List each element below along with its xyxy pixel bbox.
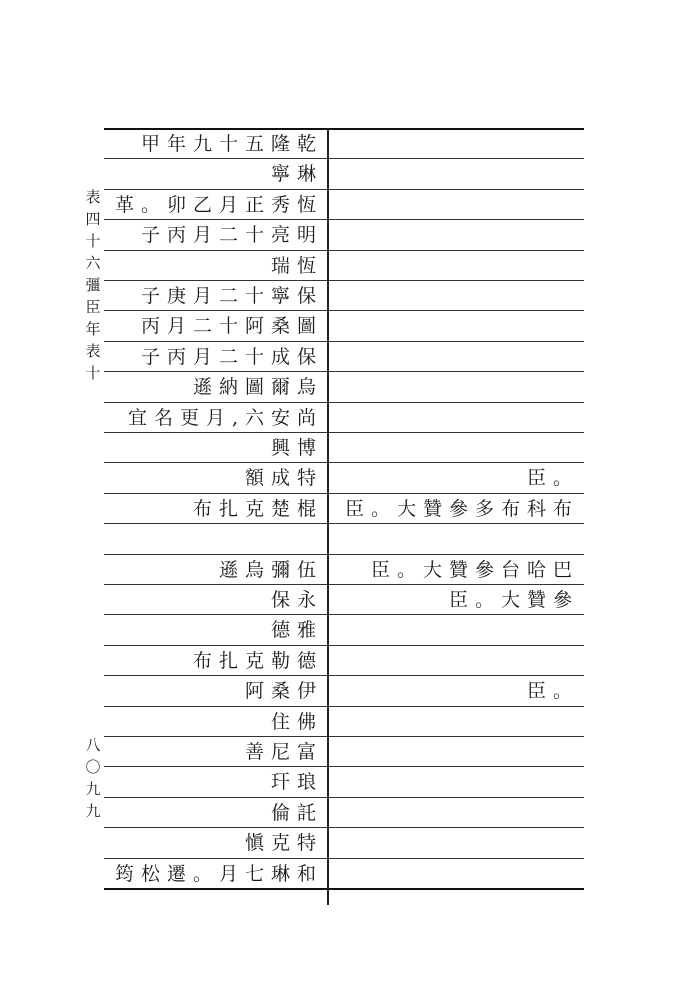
row-left-cell: 玕琅	[270, 771, 323, 794]
row-rule	[104, 827, 584, 828]
row-left-cell: 布扎克楚棍	[192, 497, 323, 520]
row-left-cell: 遜納圖爾烏	[192, 376, 323, 399]
margin-title: 表四十六 彊臣年表十	[85, 188, 116, 382]
row-right-cell: 臣。大贊參台哈巴	[370, 558, 579, 581]
row-left-cell: 遜烏彌伍	[218, 558, 323, 581]
page-number: 八〇九九	[85, 736, 101, 820]
row-left-cell: 布扎克勒德	[192, 649, 323, 672]
row-rule	[104, 462, 584, 463]
row-left-cell: 寧琳	[270, 163, 323, 186]
row-right-cell: 臣。	[526, 467, 579, 490]
row-left-cell: 瑞恆	[270, 254, 323, 277]
row-rule	[104, 766, 584, 767]
row-left-cell: 倫託	[270, 801, 323, 824]
row-left-cell: 革。卯乙月正秀恆	[114, 193, 323, 216]
row-left-cell: 甲年九十五隆乾	[140, 133, 323, 155]
column-divider	[327, 128, 329, 905]
row-left-cell: 宜名更月,六安尚	[127, 406, 323, 429]
row-left-cell: 阿桑伊	[244, 680, 323, 703]
row-left-cell: 保永	[270, 589, 323, 611]
row-rule	[104, 675, 584, 676]
row-right-cell: 臣。大贊參多布科布	[344, 497, 579, 520]
row-left-cell: 子丙月二十成保	[140, 345, 323, 368]
row-right-cell: 臣。	[526, 680, 579, 703]
row-left-cell: 筠松遷。月七琳和	[114, 862, 323, 885]
row-left-cell: 住佛	[270, 710, 323, 733]
row-left-cell: 子丙月二十亮明	[140, 224, 323, 247]
row-left-cell: 丙月二十阿桑圖	[140, 315, 323, 338]
row-right-cell: 臣。大贊參	[448, 589, 579, 611]
row-left-cell: 興博	[270, 437, 323, 459]
row-left-cell: 愼克特	[244, 832, 323, 855]
row-left-cell: 額成特	[244, 467, 323, 490]
row-rule	[104, 797, 584, 798]
row-left-cell: 子庚月二十寧保	[140, 285, 323, 307]
row-left-cell: 善尼富	[244, 741, 323, 763]
row-rule	[104, 706, 584, 707]
row-left-cell: 德雅	[270, 619, 323, 642]
row-rule	[104, 736, 584, 737]
row-rule	[104, 645, 584, 646]
